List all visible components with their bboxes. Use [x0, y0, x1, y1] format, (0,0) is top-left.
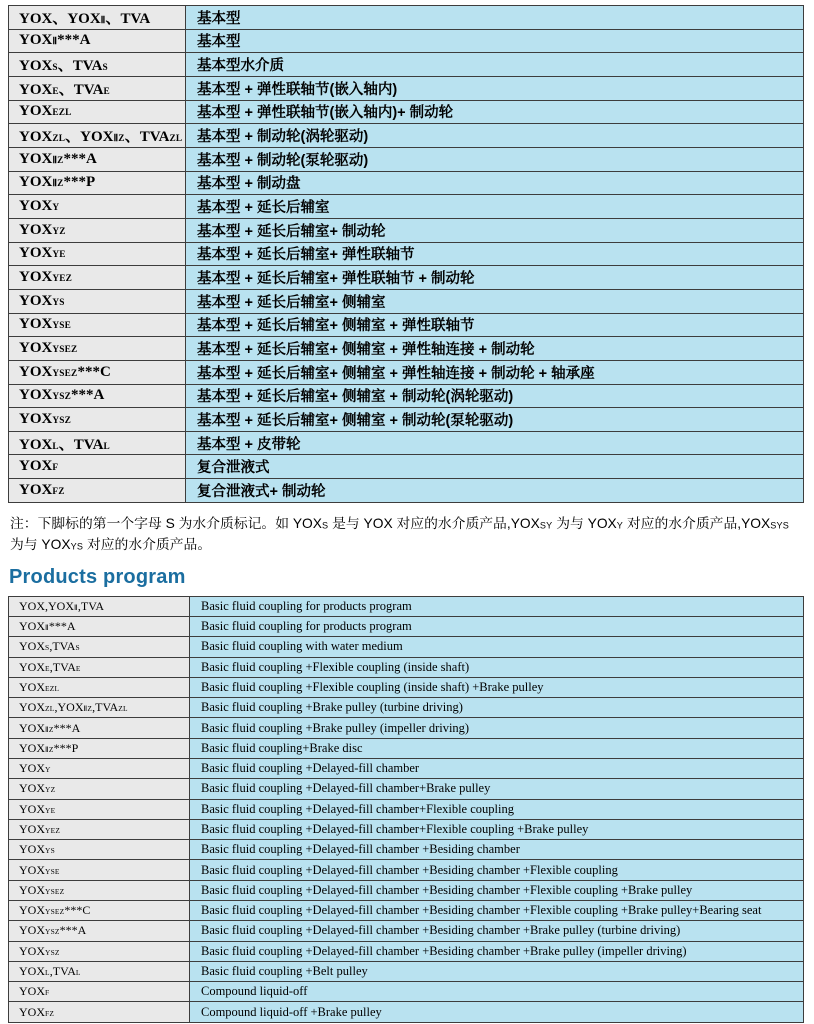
description-cell: 基本型 + 延长后辅室+ 侧辅室 + 弹性联轴节 — [186, 313, 804, 337]
description-cell: 基本型 + 皮带轮 — [186, 431, 804, 455]
model-cell: YOXFZ — [9, 479, 186, 503]
table-row — [9, 718, 804, 738]
subscript-text: L — [45, 967, 50, 977]
description-cell: 基本型 + 延长后辅室+ 侧辅室 + 弹性轴连接 + 制动轮 + 轴承座 — [186, 360, 804, 384]
description-cell: Basic fluid coupling for products program — [190, 596, 804, 616]
description-cell: 复合泄液式+ 制动轮 — [186, 479, 804, 503]
model-cell: YOXYZ — [9, 218, 186, 242]
subscript-text: ⅡZ — [113, 134, 125, 145]
subscript-text: YSZ — [45, 947, 60, 957]
table-row — [9, 266, 804, 290]
description-cell: Compound liquid-off — [190, 982, 804, 1002]
description-cell: 基本型 — [186, 6, 804, 30]
model-cell: YOXS、TVAS — [9, 53, 186, 77]
subscript-text: L — [103, 441, 110, 452]
table-row — [9, 657, 804, 677]
subscript-text: YSEZ — [45, 907, 65, 917]
subscript-text: YEZ — [52, 274, 73, 285]
description-cell: Basic fluid coupling +Delayed-fill chamber +Besiding chamber +Flexible coupling +Brake pulley+Bearing seat — [190, 900, 804, 920]
description-cell: Basic fluid coupling +Flexible coupling (inside shaft) — [190, 657, 804, 677]
subscript-text: YE — [52, 250, 66, 261]
table-row — [9, 961, 804, 981]
model-cell: YOXⅡZ***A — [9, 147, 186, 171]
subscript-text: Y — [45, 765, 51, 775]
description-cell: Basic fluid coupling +Delayed-fill chamber +Besiding chamber +Flexible coupling +Brake pulley — [190, 880, 804, 900]
subscript-text: YSEZ — [45, 886, 65, 896]
table-row — [9, 840, 804, 860]
table-row — [9, 29, 804, 53]
subscript-text: F — [52, 463, 59, 474]
description-cell: Basic fluid coupling +Delayed-fill chamber+Brake pulley — [190, 779, 804, 799]
model-cell: YOXYSE — [9, 860, 190, 880]
description-cell: Basic fluid coupling for products program — [190, 617, 804, 637]
description-cell: Basic fluid coupling +Belt pulley — [190, 961, 804, 981]
subscript-text: YSE — [45, 866, 60, 876]
table-row — [9, 596, 804, 616]
subscript-text: E — [103, 86, 110, 97]
subscript-text: F — [45, 988, 50, 998]
model-cell: YOXS,TVAS — [9, 637, 190, 657]
subscript-text: EZL — [52, 108, 72, 119]
subscript-text: SYS — [770, 520, 790, 531]
model-cell: YOXYSEZ***C — [9, 900, 190, 920]
table-row — [9, 738, 804, 758]
subscript-text: SY — [539, 520, 553, 531]
subscript-text: YZ — [52, 226, 66, 237]
subscript-text: YZ — [45, 785, 56, 795]
table-row — [9, 479, 804, 503]
description-cell: 基本型 + 制动轮(涡轮驱动) — [186, 124, 804, 148]
subscript-text: Ⅱ — [45, 623, 49, 633]
table-row — [9, 313, 804, 337]
description-cell: Basic fluid coupling +Delayed-fill chamber+Flexible coupling — [190, 799, 804, 819]
subscript-text: E — [45, 663, 50, 673]
table-row — [9, 941, 804, 961]
description-cell: 基本型 + 延长后辅室+ 侧辅室 + 制动轮(泵轮驱动) — [186, 408, 804, 432]
model-cell: YOXYE — [9, 799, 190, 819]
description-cell: 基本型 — [186, 29, 804, 53]
model-cell: YOXY — [9, 759, 190, 779]
description-cell: 基本型 + 制动盘 — [186, 171, 804, 195]
table-row — [9, 171, 804, 195]
subscript-text: E — [52, 86, 59, 97]
subscript-text: ⅡZ — [45, 744, 54, 754]
subscript-text: FZ — [52, 487, 65, 498]
model-cell: YOX,YOXⅡ,TVA — [9, 596, 190, 616]
model-cell: YOXZL、YOXⅡZ、TVAZL — [9, 124, 186, 148]
model-cell: YOXYSZ — [9, 408, 186, 432]
description-cell: 基本型 + 延长后辅室 — [186, 195, 804, 219]
description-cell: Basic fluid coupling with water medium — [190, 637, 804, 657]
table-row — [9, 147, 804, 171]
table-row — [9, 289, 804, 313]
description-cell: 基本型 + 延长后辅室+ 侧辅室 + 制动轮(涡轮驱动) — [186, 384, 804, 408]
subscript-text: FZ — [45, 1008, 55, 1018]
description-cell: Basic fluid coupling +Delayed-fill chamber+Flexible coupling +Brake pulley — [190, 819, 804, 839]
subscript-text: YSEZ — [52, 368, 78, 379]
subscript-text: YSZ — [52, 415, 72, 426]
description-cell: Basic fluid coupling +Brake pulley (turbine driving) — [190, 698, 804, 718]
subscript-text: YS — [70, 542, 84, 553]
table-row — [9, 819, 804, 839]
description-cell: Basic fluid coupling +Brake pulley (impeller driving) — [190, 718, 804, 738]
model-cell: YOXFZ — [9, 1002, 190, 1022]
description-cell: Basic fluid coupling +Delayed-fill chamber +Besiding chamber +Flexible coupling — [190, 860, 804, 880]
model-cell: YOXYSEZ — [9, 880, 190, 900]
subscript-text: ZL — [52, 134, 66, 145]
table-row — [9, 860, 804, 880]
subscript-text: ZL — [169, 134, 183, 145]
description-cell: 基本型 + 延长后辅室+ 弹性联轴节 + 制动轮 — [186, 266, 804, 290]
table-row — [9, 384, 804, 408]
model-cell: YOXⅡ***A — [9, 617, 190, 637]
subscript-text: EZL — [45, 684, 60, 694]
model-cell: YOXYSEZ — [9, 337, 186, 361]
table-row — [9, 637, 804, 657]
subscript-text: S — [75, 643, 80, 653]
subscript-text: L — [52, 441, 59, 452]
table-row — [9, 617, 804, 637]
model-cell: YOXY — [9, 195, 186, 219]
model-cell: YOXYS — [9, 289, 186, 313]
table-row — [9, 698, 804, 718]
table-row — [9, 337, 804, 361]
description-cell: Basic fluid coupling +Delayed-fill chamber +Besiding chamber — [190, 840, 804, 860]
description-cell: Basic fluid coupling+Brake disc — [190, 738, 804, 758]
model-table-chinese — [8, 5, 804, 503]
model-cell: YOXZL,YOXⅡZ,TVAZL — [9, 698, 190, 718]
subscript-text: ZL — [118, 704, 128, 714]
section-heading: Products program — [9, 565, 186, 588]
model-cell: YOXYZ — [9, 779, 190, 799]
table-row — [9, 218, 804, 242]
subscript-text: YSE — [52, 321, 72, 332]
subscript-text: Y — [616, 520, 624, 531]
subscript-text: YSZ — [45, 927, 60, 937]
model-cell: YOXYE — [9, 242, 186, 266]
model-cell: YOXYSZ***A — [9, 384, 186, 408]
description-cell: 基本型 + 延长后辅室+ 弹性联轴节 — [186, 242, 804, 266]
table-row — [9, 455, 804, 479]
model-cell: YOXF — [9, 455, 186, 479]
table-row — [9, 921, 804, 941]
table-row — [9, 242, 804, 266]
model-cell: YOXYSZ***A — [9, 921, 190, 941]
model-cell: YOXYSEZ***C — [9, 360, 186, 384]
subscript-text: Ⅱ — [100, 15, 106, 26]
table-row — [9, 1002, 804, 1022]
subscript-text: Y — [52, 203, 60, 214]
subscript-text: YE — [45, 805, 56, 815]
subscript-text: YEZ — [45, 825, 61, 835]
table-row — [9, 982, 804, 1002]
subscript-text: ⅡZ — [83, 704, 93, 714]
subscript-text: L — [75, 967, 81, 977]
model-cell: YOXE,TVAE — [9, 657, 190, 677]
table-row — [9, 677, 804, 697]
table-row — [9, 759, 804, 779]
table-row — [9, 799, 804, 819]
subscript-text: S — [102, 63, 108, 74]
subscript-text: S — [45, 643, 50, 653]
model-cell: YOXEZL — [9, 100, 186, 124]
description-cell: Basic fluid coupling +Flexible coupling (inside shaft) +Brake pulley — [190, 677, 804, 697]
model-table-english — [8, 596, 804, 1023]
subscript-text: Ⅱ — [74, 602, 78, 612]
table-row — [9, 76, 804, 100]
model-cell: YOXE、TVAE — [9, 76, 186, 100]
description-cell: 基本型 + 弹性联轴节(嵌入轴内)+ 制动轮 — [186, 100, 804, 124]
table-row — [9, 195, 804, 219]
description-cell: Basic fluid coupling +Delayed-fill chamber +Besiding chamber +Brake pulley (turbine driving) — [190, 921, 804, 941]
model-cell: YOXYS — [9, 840, 190, 860]
subscript-text: ⅡZ — [45, 724, 54, 734]
description-cell: 基本型 + 弹性联轴节(嵌入轴内) — [186, 76, 804, 100]
description-cell: Basic fluid coupling +Delayed-fill chamber +Besiding chamber +Brake pulley (impeller driving) — [190, 941, 804, 961]
subscript-text: E — [75, 663, 81, 673]
description-cell: 基本型 + 延长后辅室+ 制动轮 — [186, 218, 804, 242]
subscript-text: YS — [52, 297, 65, 308]
description-cell: 基本型 + 延长后辅室+ 侧辅室 + 弹性轴连接 + 制动轮 — [186, 337, 804, 361]
subscript-text: ZL — [45, 704, 55, 714]
subscript-text: YSEZ — [52, 345, 78, 356]
description-cell: Basic fluid coupling +Delayed-fill chamber — [190, 759, 804, 779]
subscript-text: ⅡZ — [52, 155, 64, 166]
model-cell: YOXYEZ — [9, 819, 190, 839]
table-row — [9, 100, 804, 124]
description-cell: 基本型水介质 — [186, 53, 804, 77]
model-cell: YOXⅡ***A — [9, 29, 186, 53]
table-row — [9, 360, 804, 384]
subscript-text: YS — [45, 846, 55, 856]
model-cell: YOXYSE — [9, 313, 186, 337]
table-row — [9, 779, 804, 799]
model-cell: YOXL,TVAL — [9, 961, 190, 981]
subscript-text: Ⅱ — [52, 37, 58, 48]
table-row — [9, 53, 804, 77]
table-row — [9, 880, 804, 900]
subscript-text: YSZ — [52, 392, 72, 403]
description-cell: 基本型 + 制动轮(泵轮驱动) — [186, 147, 804, 171]
description-cell: Compound liquid-off +Brake pulley — [190, 1002, 804, 1022]
description-cell: 基本型 + 延长后辅室+ 侧辅室 — [186, 289, 804, 313]
table-row — [9, 408, 804, 432]
model-cell: YOXYEZ — [9, 266, 186, 290]
model-cell: YOXⅡZ***A — [9, 718, 190, 738]
model-cell: YOXⅡZ***P — [9, 738, 190, 758]
model-cell: YOX、YOXⅡ、TVA — [9, 6, 186, 30]
subscript-text: S — [52, 63, 58, 74]
table-row — [9, 431, 804, 455]
model-cell: YOXⅡZ***P — [9, 171, 186, 195]
table-row — [9, 900, 804, 920]
table-row — [9, 6, 804, 30]
subscript-text: ⅡZ — [52, 179, 64, 190]
description-cell: 复合泄液式 — [186, 455, 804, 479]
model-cell: YOXEZL — [9, 677, 190, 697]
model-cell: YOXF — [9, 982, 190, 1002]
model-cell: YOXL、TVAL — [9, 431, 186, 455]
subscript-text: S — [321, 520, 329, 531]
table-row — [9, 124, 804, 148]
model-cell: YOXYSZ — [9, 941, 190, 961]
footnote: 注：下脚标的第一个字母 S 为水介质标记。如 YOXS 是与 YOX 对应的水介质产品,YOXSY 为与 YOXY 对应的水介质产品,YOXSYS 为与 YOXYS 对应的水介质产品。 — [10, 516, 790, 553]
